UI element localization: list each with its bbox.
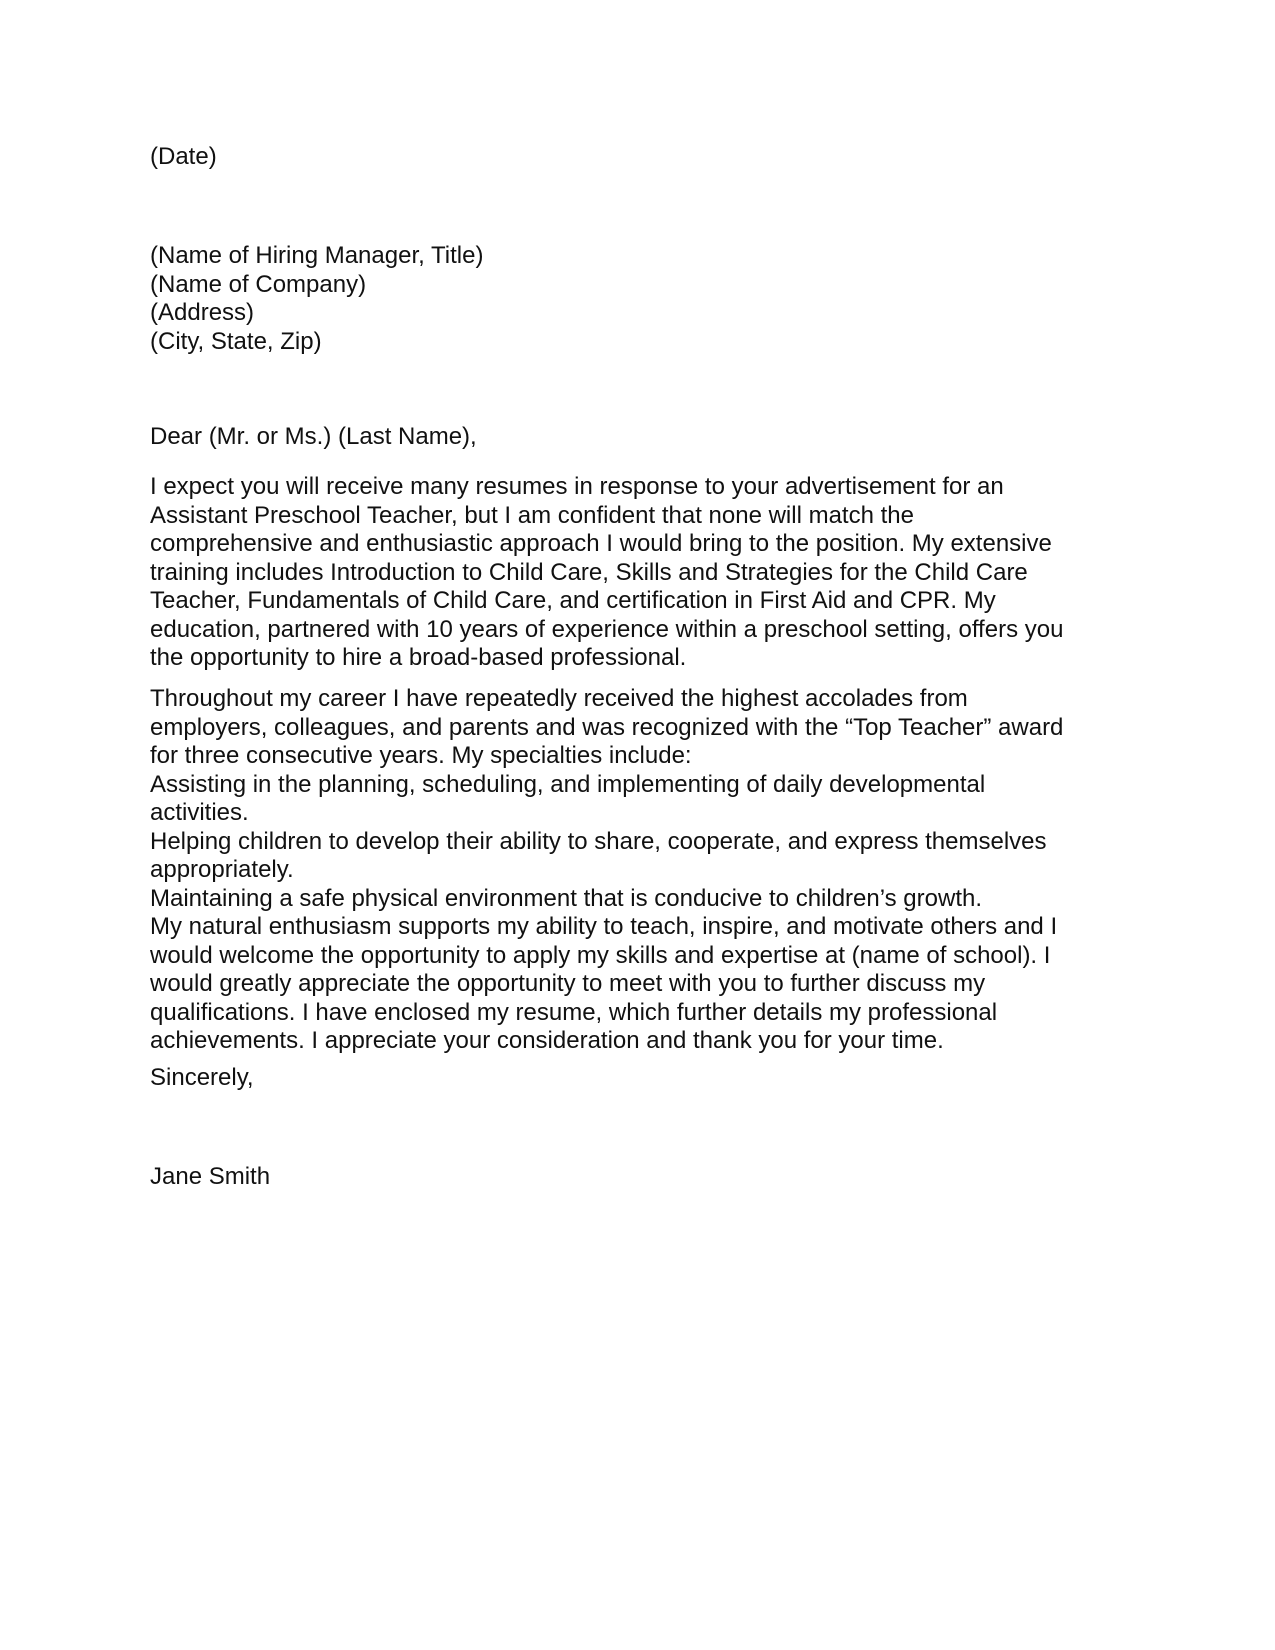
paragraph-line: I expect you will receive many resumes in response to your advertisement for an: [150, 473, 1004, 500]
paragraph-line: achievements. I appreciate your consideration and thank you for your time.: [150, 1027, 944, 1054]
specialty-line: activities.: [150, 799, 249, 826]
paragraph-line: My natural enthusiasm supports my ability to teach, inspire, and motivate others and I: [150, 913, 1058, 940]
recipient-line: (City, State, Zip): [150, 327, 322, 355]
specialty-line: Helping children to develop their ability to share, cooperate, and express themselves: [150, 827, 1047, 855]
body-paragraph-1: [150, 473, 1150, 673]
paragraph-line: comprehensive and enthusiastic approach I would bring to the position. My extensive: [150, 530, 1052, 557]
paragraph-line: Assistant Preschool Teacher, but I am confident that none will match the: [150, 501, 914, 529]
specialty-line: Maintaining a safe physical environment that is conducive to children’s growth.: [150, 884, 983, 912]
signature-name: Jane Smith: [150, 1163, 271, 1190]
paragraph-line: the opportunity to hire a broad-based professional.: [150, 644, 687, 671]
paragraph-line: training includes Introduction to Child Care, Skills and Strategies for the Child Care: [150, 558, 1028, 586]
paragraph-line: Throughout my career I have repeatedly received the highest accolades from: [150, 685, 968, 712]
paragraph-line: would greatly appreciate the opportunity to meet with you to further discuss my: [150, 970, 986, 997]
specialty-line: Assisting in the planning, scheduling, and implementing of daily developmental: [150, 770, 986, 798]
body-paragraph-2: [150, 685, 1150, 1056]
paragraph-line: Teacher, Fundamentals of Child Care, and certification in First Aid and CPR. My: [150, 587, 996, 614]
recipient-address-block: [150, 242, 1150, 356]
paragraph-line: employers, colleagues, and parents and was recognized with the “Top Teacher” award: [150, 713, 1064, 741]
closing: Sincerely,: [150, 1064, 254, 1091]
paragraph-line: for three consecutive years. My specialties include:: [150, 742, 692, 769]
recipient-line: (Name of Company): [150, 270, 367, 298]
paragraph-line: education, partnered with 10 years of experience within a preschool setting, offers you: [150, 615, 1064, 643]
recipient-line: (Name of Hiring Manager, Title): [150, 242, 484, 269]
recipient-line: (Address): [150, 299, 255, 326]
paragraph-line: qualifications. I have enclosed my resume, which further details my professional: [150, 998, 998, 1026]
specialty-line: appropriately.: [150, 856, 294, 883]
letter-date: (Date): [150, 143, 217, 170]
paragraph-line: would welcome the opportunity to apply my skills and expertise at (name of school). I: [150, 941, 1051, 969]
salutation: Dear (Mr. or Ms.) (Last Name),: [150, 423, 477, 450]
